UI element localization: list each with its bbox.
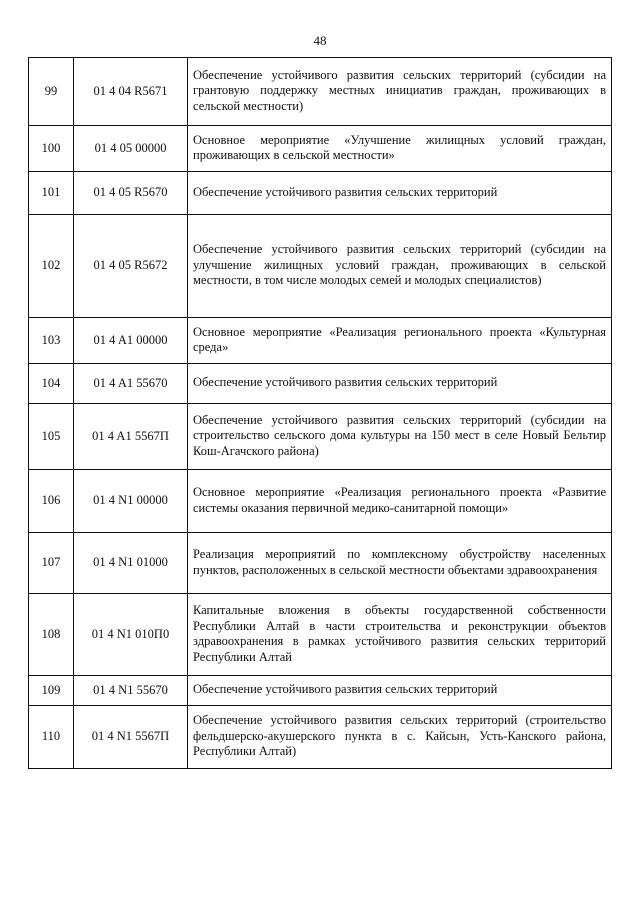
row-description: Капитальные вложения в объекты государственной собственности Республики Алтай в части строительства и реконструкции объектов здравоохранения в рамках устойчивого развития сельских территорий Республики Алтай bbox=[188, 594, 612, 676]
row-description: Обеспечение устойчивого развития сельских территорий (субсидии на строительство сельского дома культуры на 150 мест в селе Новый Бельтир Кош-Агачского района) bbox=[188, 404, 612, 470]
budget-classification-table bbox=[28, 57, 612, 769]
table-row bbox=[29, 318, 612, 364]
row-number: 106 bbox=[29, 470, 74, 533]
budget-code: 01 4 04 R5671 bbox=[74, 58, 188, 126]
budget-code: 01 4 05 R5670 bbox=[74, 172, 188, 215]
row-number: 110 bbox=[29, 706, 74, 769]
row-description: Основное мероприятие «Реализация регионального проекта «Развитие системы оказания первичной медико-санитарной помощи» bbox=[188, 470, 612, 533]
row-number: 107 bbox=[29, 533, 74, 594]
budget-code: 01 4 A1 55670 bbox=[74, 364, 188, 404]
table-row bbox=[29, 676, 612, 706]
table-row bbox=[29, 172, 612, 215]
row-number: 100 bbox=[29, 126, 74, 172]
budget-code: 01 4 N1 5567П bbox=[74, 706, 188, 769]
table-row bbox=[29, 58, 612, 126]
budget-code: 01 4 A1 5567П bbox=[74, 404, 188, 470]
table-row bbox=[29, 470, 612, 533]
budget-code: 01 4 05 R5672 bbox=[74, 215, 188, 318]
row-description: Обеспечение устойчивого развития сельских территорий (строительство фельдшерско-акушерского пункта в с. Кайсын, Усть-Канского района, Республики Алтай) bbox=[188, 706, 612, 769]
table-row bbox=[29, 126, 612, 172]
row-number: 105 bbox=[29, 404, 74, 470]
row-number: 99 bbox=[29, 58, 74, 126]
row-number: 108 bbox=[29, 594, 74, 676]
row-description: Реализация мероприятий по комплексному обустройству населенных пунктов, расположенных в сельской местности объектами здравоохранения bbox=[188, 533, 612, 594]
table-row bbox=[29, 404, 612, 470]
page-number: 48 bbox=[313, 33, 327, 48]
row-description: Обеспечение устойчивого развития сельских территорий (субсидии на грантовую поддержку местных инициатив граждан, проживающих в сельской местности) bbox=[188, 58, 612, 126]
row-description: Обеспечение устойчивого развития сельских территорий (субсидии на улучшение жилищных условий граждан, проживающих в сельской местности, в том числе молодых семей и молодых специалистов) bbox=[188, 215, 612, 318]
budget-code: 01 4 N1 010П0 bbox=[74, 594, 188, 676]
budget-code: 01 4 A1 00000 bbox=[74, 318, 188, 364]
row-number: 101 bbox=[29, 172, 74, 215]
row-description: Основное мероприятие «Реализация регионального проекта «Культурная среда» bbox=[188, 318, 612, 364]
table-row bbox=[29, 215, 612, 318]
row-description: Обеспечение устойчивого развития сельских территорий bbox=[188, 676, 612, 706]
row-number: 103 bbox=[29, 318, 74, 364]
row-number: 102 bbox=[29, 215, 74, 318]
budget-code: 01 4 N1 55670 bbox=[74, 676, 188, 706]
row-description: Обеспечение устойчивого развития сельских территорий bbox=[188, 364, 612, 404]
row-description: Основное мероприятие «Улучшение жилищных условий граждан, проживающих в сельской местности» bbox=[188, 126, 612, 172]
budget-code: 01 4 N1 00000 bbox=[74, 470, 188, 533]
budget-code: 01 4 05 00000 bbox=[74, 126, 188, 172]
budget-code: 01 4 N1 01000 bbox=[74, 533, 188, 594]
table-row bbox=[29, 594, 612, 676]
row-number: 109 bbox=[29, 676, 74, 706]
table-row bbox=[29, 364, 612, 404]
row-number: 104 bbox=[29, 364, 74, 404]
table-row bbox=[29, 706, 612, 769]
row-description: Обеспечение устойчивого развития сельских территорий bbox=[188, 172, 612, 215]
table-row bbox=[29, 533, 612, 594]
